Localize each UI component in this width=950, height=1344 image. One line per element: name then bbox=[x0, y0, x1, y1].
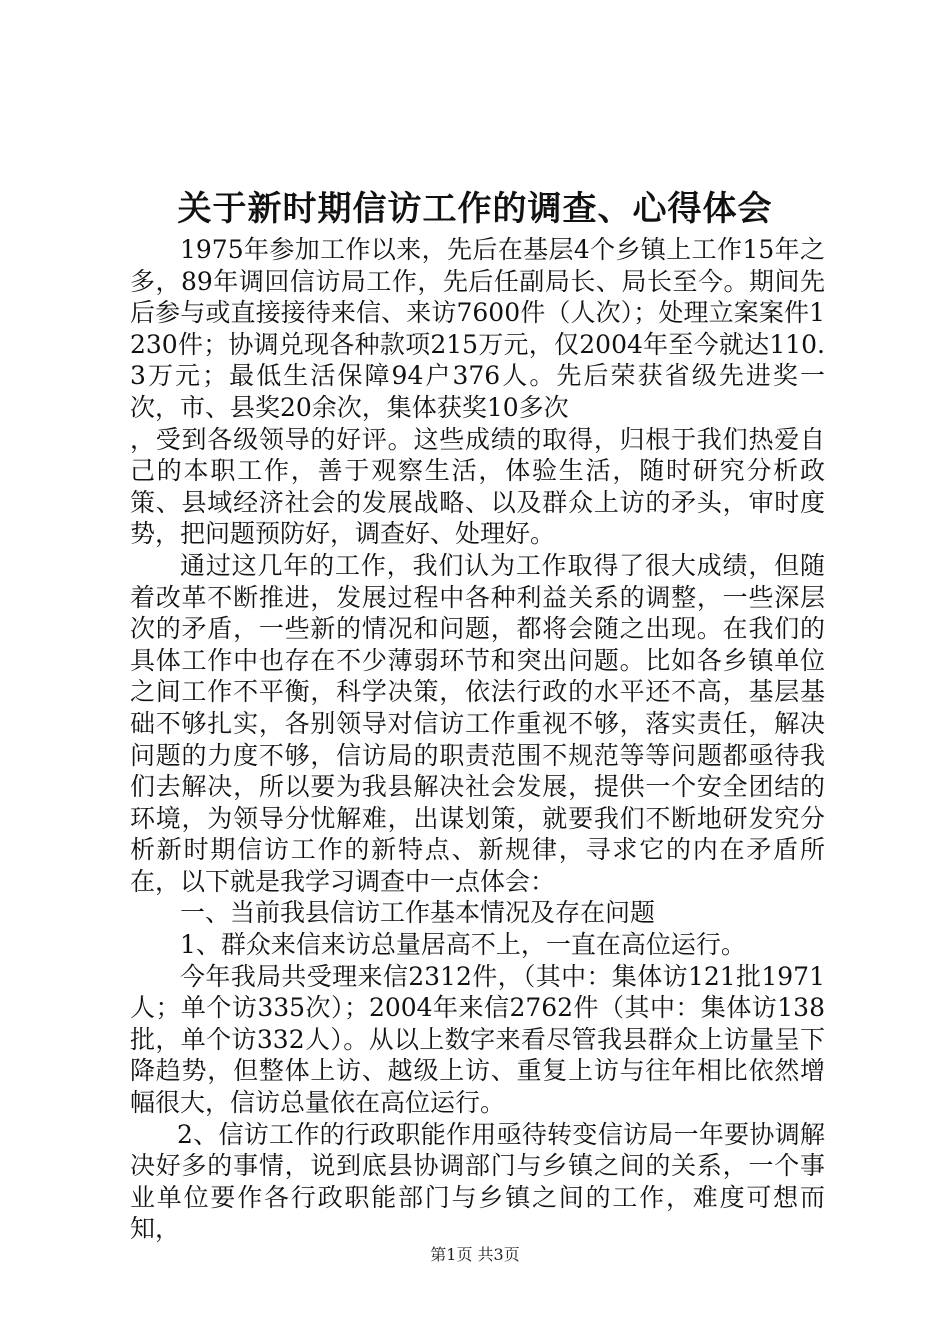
page-footer: 第1页 共3页 bbox=[430, 1245, 520, 1264]
paragraph-2: ，受到各级领导的好评。这些成绩的取得，归根于我们热爱自己的本职工作，善于观察生活，体验生活，随时研究分析政策、县域经济社会的发展战略、以及群众上访的矛头，审时度势，把问题预防好，调查好、处理好。 bbox=[130, 424, 825, 549]
paragraph-4: 今年我局共受理来信2312件，（其中：集体访121批1971人；单个访335次）；2004年来信2762件（其中：集体访138批，单个访332人）。从以上数字来看尽管我县群众上访量呈下降趋势，但整体上访、越级上访、重复上访与往年相比依然增幅很大，信访总量依在高位运行。 bbox=[130, 961, 825, 1118]
paragraph-1: 1975年参加工作以来，先后在基层4个乡镇上工作15年之多，89年调回信访局工作，先后任副局长、局长至今。期间先后参与或直接接待来信、来访7600件（人次）；处理立案案件1230件；协调兑现各种款项215万元，仅2004年至今就达110.3万元；最低生活保障94户376人。先后荣获省级先进奖一次，市、县奖20余次，集体获奖10多次 bbox=[130, 235, 825, 422]
section-heading-1: 一、当前我县信访工作基本情况及存在问题 bbox=[180, 898, 656, 928]
subheading-2: 2、信访工作的行政职能作用亟待转变信访局一年要协调解决好多的事情，说到底县协调部门与乡镇之间的关系，一个事业单位要作各行政职能部门与乡镇之间的工作，难度可想而知， bbox=[130, 1119, 825, 1244]
paragraph-3: 通过这几年的工作，我们认为工作取得了很大成绩，但随着改革不断推进，发展过程中各种利益关系的调整，一些深层次的矛盾，一些新的情况和问题，都将会随之出现。在我们的具体工作中也存在不少薄弱环节和突出问题。比如各乡镇单位之间工作不平衡，科学决策，依法行政的水平还不高，基层基础不够扎实，各别领导对信访工作重视不够，落实责任，解决问题的力度不够，信访局的职责范围不规范等等问题都亟待我们去解决，所以要为我县解决社会发展，提供一个安全团结的环境，为领导分忧解难，出谋划策，就要我们不断地研发究分析新时期信访工作的新特点、新规律，寻求它的内在矛盾所在，以下就是我学习调查中一点体会： bbox=[130, 550, 825, 896]
subheading-1: 1、群众来信来访总量居高不上，一直在高位运行。 bbox=[180, 930, 746, 960]
document-title: 关于新时期信访工作的调查、心得体会 bbox=[177, 189, 773, 229]
document-body bbox=[130, 234, 825, 1245]
